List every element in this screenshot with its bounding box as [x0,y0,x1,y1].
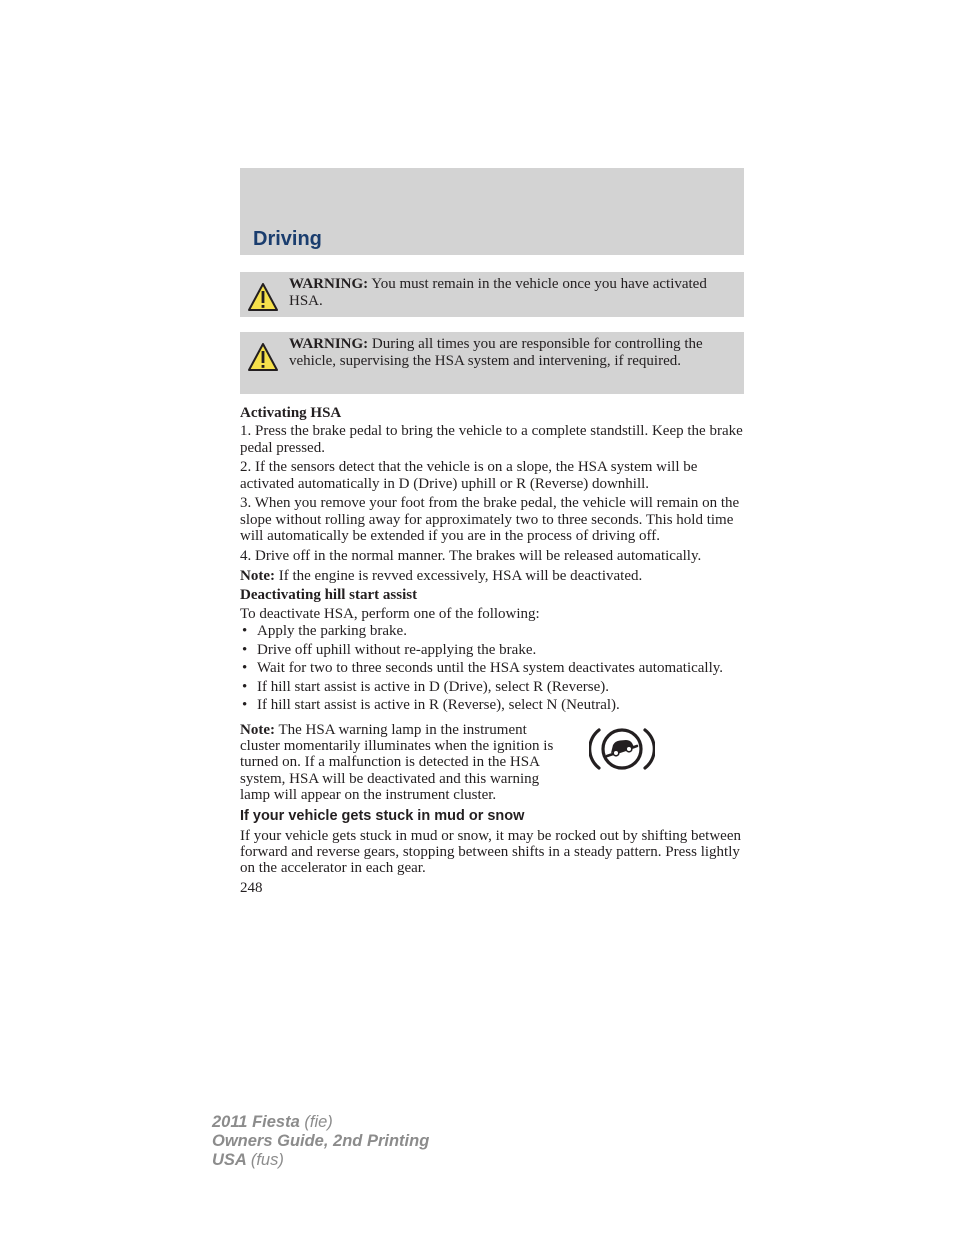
stuck-text: If your vehicle gets stuck in mud or snow, it may be rocked out by shifting between forward and reverse gears, stopping between shifts in a steady pattern. Press lightly on the accelerator in each gear. [240,827,741,877]
note-text: The HSA warning lamp in the instrument cluster momentarily illuminates when the ignition is turned on. If a malfunction is detected in the HSA system, HSA will be deactivated and this warning lamp will appear on the instrument cluster. [240,721,554,803]
deactivating-list [240,623,744,714]
deactivating-heading: Deactivating hill start assist [240,587,418,604]
activating-heading: Activating HSA [240,405,342,421]
document-footer [212,1113,429,1170]
stuck-heading: If your vehicle gets stuck in mud or snow [240,808,525,825]
warning-label: WARNING: [289,336,369,352]
lamp-note [240,722,744,803]
footer-line-2: Owners Guide, 2nd Printing [212,1132,430,1150]
warning-label: WARNING: [289,276,369,292]
section-title: Driving [253,228,322,250]
warning-box-2 [240,332,744,394]
note-text: If the engine is revved excessively, HSA will be deactivated. [278,567,643,584]
activating-step-2: 2. If the sensors detect that the vehicle is on a slope, the HSA system will be activated automatically in D (Drive) uphill or R (Reverse) downhill. [240,459,698,492]
footer-line-3 [212,1151,429,1170]
list-item: • If hill start assist is active in D (Drive), select R (Reverse). [240,679,744,695]
activating-step-4: 4. Drive off in the normal manner. The brakes will be released automatically. [240,547,702,564]
warning-text: You must remain in the vehicle once you have activated HSA. [289,276,707,309]
activating-step-1: 1. Press the brake pedal to bring the vehicle to a complete standstill. Keep the brake pedal pressed. [240,423,743,456]
deactivating-intro: To deactivate HSA, perform one of the following: [240,605,540,622]
list-item: • Drive off uphill without re-applying the brake. [240,642,744,658]
footer-line-1 [212,1113,429,1132]
footer-market: USA [212,1151,247,1169]
page-number: 248 [240,879,263,896]
footer-market-code: (fus) [250,1151,284,1169]
hill-start-assist-lamp-icon [589,722,655,776]
note-label: Note: [240,721,275,738]
footer-model-code: (fie) [304,1113,333,1131]
warning-box-1 [240,272,744,317]
hsa-lamp-note [240,720,744,803]
footer-model: 2011 Fiesta [212,1113,300,1131]
list-item: • If hill start assist is active in R (Reverse), select N (Neutral). [240,697,744,713]
warning-triangle-icon [247,342,279,372]
list-item: • Apply the parking brake. [240,623,744,639]
warning-triangle-icon [247,282,279,312]
activating-step-3: 3. When you remove your foot from the brake pedal, the vehicle will remain on the slope without rolling away for approximately two to three seconds. This hold time will automatically be extended if you are in the process of driving off. [240,495,740,545]
list-item: • Wait for two to three seconds until the HSA system deactivates automatically. [240,660,744,676]
main-content [240,403,744,900]
warning-text: During all times you are responsible for controlling the vehicle, supervising the HSA system and intervening, if required. [289,336,703,369]
note-label: Note: [240,567,275,584]
activating-note [240,568,744,584]
section-header-band [240,168,744,255]
